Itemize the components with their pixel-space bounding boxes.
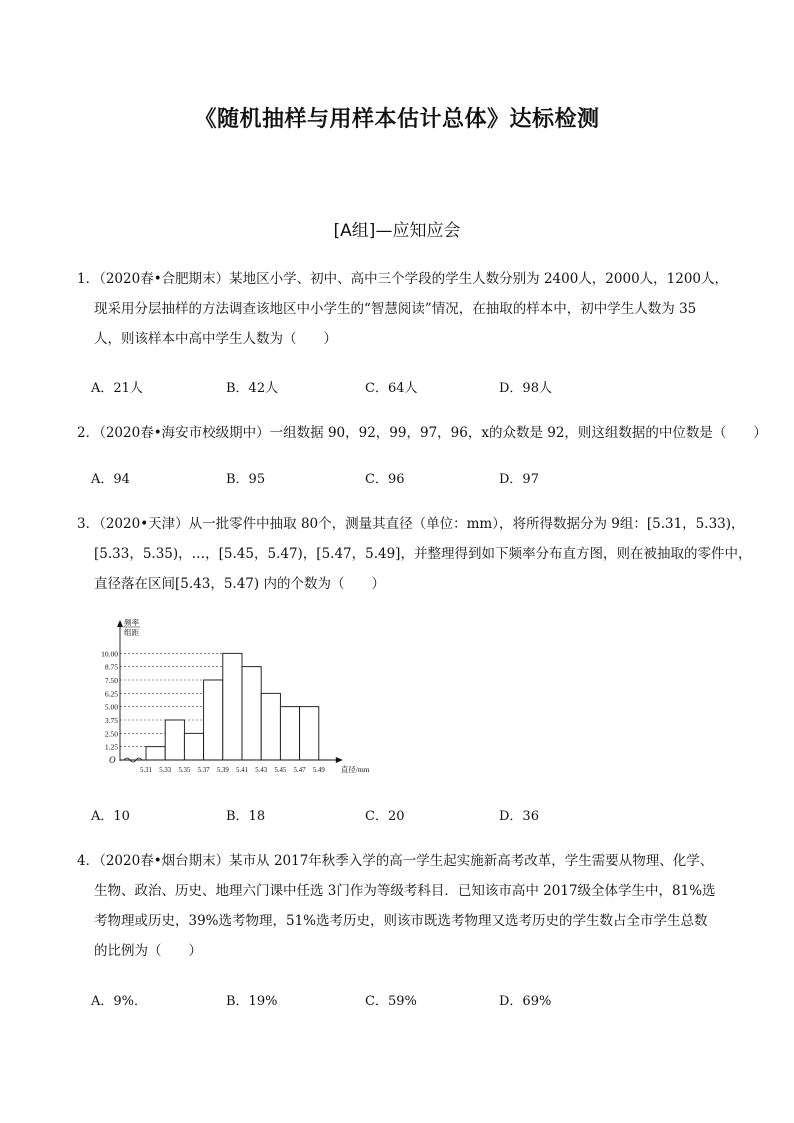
question-4-line-3: 考物理或历史，39%选考物理，51%选考历史，则该市既选考物理又选考历史的学生数占全市学生总数 [94,913,708,929]
y-axis-label-top: 频率 [124,618,139,627]
histogram-bar [146,747,165,760]
question-2-option-a[interactable]: A．94 [91,472,130,487]
y-tick-label: 3.75 [104,716,118,725]
question-4-option-d[interactable]: D．69% [499,994,552,1009]
question-4-option-c[interactable]: C．59% [365,994,417,1009]
histogram-bar [300,707,319,760]
question-4-line-4: 的比例为（ ） [94,943,202,959]
question-2-option-d[interactable]: D．97 [499,472,539,487]
question-1-line-2: 现采用分层抽样的方法调查该地区中小学生的“智慧阅读”情况，在抽取的样本中，初中学生人数为 35 [94,301,697,317]
x-tick-label: 5.49 [312,767,325,774]
page-title: 《随机抽样与用样本估计总体》达标检测 [194,107,600,132]
y-tick-label: 7.50 [104,676,118,685]
question-2-option-c[interactable]: C．96 [365,472,405,487]
x-tick-label: 5.37 [197,767,210,774]
x-tick-label: 5.33 [159,767,172,774]
question-3-line-1: 3．（2020•天津）从一批零件中抽取 80个，测量其直径（单位：mm），将所得数据分为 9组：[5.31，5.33)， [77,516,745,532]
y-tick-label: 8.75 [104,662,118,672]
x-tick-label: 5.45 [274,767,287,774]
question-2-line-1: 2．（2020春•海安市校级期中）一组数据 90，92，99，97，96，x的众数是 92，则这组数据的中位数是（ ） [77,425,767,441]
y-tick-label: 10.00 [101,649,118,659]
histogram-bar [242,667,261,760]
x-axis-arrow [336,757,343,763]
question-1-option-c[interactable]: C．64人 [365,381,418,396]
question-3-line-2: [5.33，5.35)，…，[5.45，5.47)，[5.47，5.49]，并整理得到如下频率分布直方图，则在被抽取的零件中， [94,546,752,562]
question-4-line-1: 4．（2020春•烟台期末）某市从 2017年秋季入学的高一学生起实施新高考改革，学生需要从物理、化学、 [77,853,714,869]
y-tick-label: 1.25 [104,742,118,752]
x-tick-label: 5.41 [236,767,248,774]
question-3-option-a[interactable]: A．10 [91,809,130,824]
x-axis-label: 直径/mm [340,765,370,774]
question-3-option-d[interactable]: D．36 [499,809,539,824]
y-tick-label: 5.00 [104,702,118,712]
question-4-option-a[interactable]: A．9%． [91,994,148,1009]
histogram-bar [204,680,223,760]
x-tick-label: 5.39 [216,767,229,774]
histogram-bar [280,707,299,760]
question-4-option-b[interactable]: B．19% [226,994,278,1009]
y-tick-label: 2.50 [104,729,118,739]
question-1-line-1: 1．（2020春•合肥期末）某地区小学、初中、高中三个学段的学生人数分别为 2400人，2000人，1200人， [77,271,729,287]
origin-label: O [109,755,116,765]
question-1-option-b[interactable]: B．42人 [226,381,279,396]
histogram-bar [165,720,184,760]
question-3-option-c[interactable]: C．20 [365,809,405,824]
frequency-histogram [82,614,372,778]
histogram-bar [184,733,203,760]
x-tick-label: 5.43 [255,767,268,774]
y-axis-arrow [117,620,123,627]
question-3-option-b[interactable]: B．18 [226,809,266,824]
question-3-line-3: 直径落在区间[5.43，5.47) 内的个数为（ ） [94,576,385,592]
x-tick-label: 5.35 [178,767,191,774]
y-tick-label: 6.25 [104,689,118,699]
question-2-option-b[interactable]: B．95 [226,472,266,487]
histogram-bar [261,693,280,760]
question-1-option-d[interactable]: D．98人 [499,381,552,396]
y-axis-label-bottom: 组距 [124,628,139,637]
x-tick-label: 5.31 [140,767,152,774]
histogram-bar [223,653,242,760]
question-1-line-3: 人，则该样本中高中学生人数为（ ） [94,331,337,347]
question-1-option-a[interactable]: A．21人 [91,381,143,396]
section-heading: [A组]—应知应会 [333,221,461,241]
question-4-line-2: 生物、政治、历史、地理六门课中任选 3门作为等级考科目．已知该市高中 2017级全体学生中，81%选 [94,883,716,899]
x-tick-label: 5.47 [293,767,306,774]
